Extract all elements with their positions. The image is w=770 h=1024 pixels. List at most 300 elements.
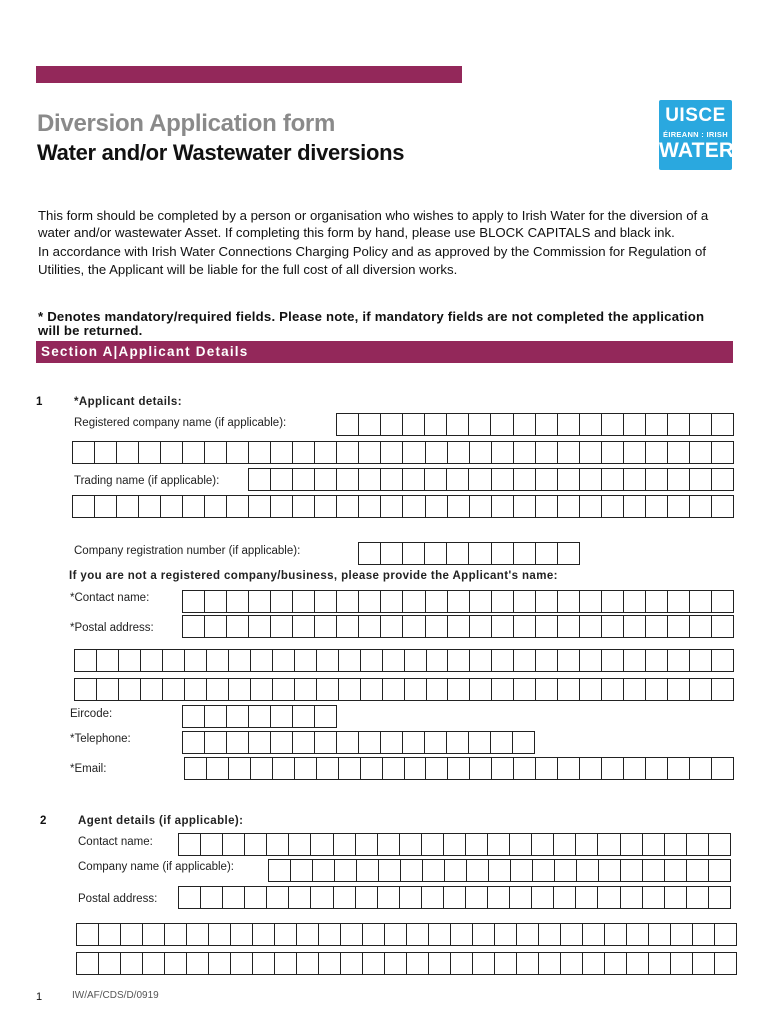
character-cell[interactable] [425, 469, 447, 490]
character-cell[interactable] [514, 543, 536, 564]
character-cell[interactable] [447, 469, 469, 490]
character-cell[interactable] [539, 924, 561, 945]
character-cell[interactable] [491, 732, 513, 753]
character-cell[interactable] [536, 758, 558, 779]
character-cell[interactable] [514, 591, 536, 612]
character-cell[interactable] [223, 887, 245, 908]
character-cell[interactable] [558, 650, 580, 671]
character-cell[interactable] [267, 834, 289, 855]
character-cell[interactable] [179, 887, 201, 908]
character-cell[interactable] [407, 924, 429, 945]
character-cell[interactable] [470, 496, 492, 517]
character-cell[interactable] [712, 616, 733, 637]
character-cell[interactable] [536, 414, 558, 435]
character-cell[interactable] [558, 442, 580, 463]
character-cell[interactable] [422, 834, 444, 855]
character-cell[interactable] [359, 591, 381, 612]
character-cell[interactable] [337, 496, 359, 517]
character-cell[interactable] [602, 679, 624, 700]
character-cell[interactable] [621, 887, 643, 908]
character-cell[interactable] [577, 860, 599, 881]
character-cell[interactable] [488, 834, 510, 855]
character-cell[interactable] [383, 650, 405, 671]
character-cell[interactable] [359, 496, 381, 517]
character-cell[interactable] [536, 679, 558, 700]
character-cell[interactable] [517, 953, 539, 974]
character-cell[interactable] [337, 732, 359, 753]
character-cell[interactable] [293, 469, 315, 490]
character-cell[interactable] [514, 616, 536, 637]
character-cell[interactable] [249, 442, 271, 463]
character-cell[interactable] [75, 650, 97, 671]
character-cell[interactable] [466, 887, 488, 908]
character-cell[interactable] [532, 887, 554, 908]
character-cell[interactable] [275, 953, 297, 974]
character-cell[interactable] [488, 887, 510, 908]
character-cell[interactable] [227, 732, 249, 753]
character-cell[interactable] [73, 496, 95, 517]
character-cell[interactable] [599, 860, 621, 881]
character-cell[interactable] [492, 591, 514, 612]
character-cell[interactable] [273, 679, 295, 700]
character-cell[interactable] [448, 496, 470, 517]
character-cell[interactable] [311, 834, 333, 855]
character-cell[interactable] [183, 616, 205, 637]
character-cell[interactable] [491, 414, 513, 435]
character-cell[interactable] [687, 887, 709, 908]
character-cell[interactable] [163, 650, 185, 671]
character-cell[interactable] [275, 924, 297, 945]
character-cell[interactable] [227, 591, 249, 612]
character-cell[interactable] [511, 860, 533, 881]
character-cell[interactable] [403, 442, 425, 463]
character-cell[interactable] [231, 953, 253, 974]
character-cell[interactable] [317, 650, 339, 671]
character-cell[interactable] [580, 616, 602, 637]
character-cell[interactable] [337, 591, 359, 612]
character-cell[interactable] [201, 887, 223, 908]
character-cell[interactable] [514, 650, 536, 671]
character-cell[interactable] [315, 706, 336, 727]
character-cell[interactable] [558, 591, 580, 612]
character-cell[interactable] [492, 758, 514, 779]
character-cell[interactable] [251, 679, 273, 700]
character-cell[interactable] [205, 591, 227, 612]
character-cell[interactable] [447, 732, 469, 753]
character-cell[interactable] [245, 834, 267, 855]
character-cell[interactable] [558, 469, 580, 490]
character-cell[interactable] [317, 679, 339, 700]
character-cell[interactable] [561, 953, 583, 974]
character-cell[interactable] [492, 496, 514, 517]
character-cell[interactable] [665, 834, 687, 855]
character-cell[interactable] [315, 469, 337, 490]
character-cell[interactable] [690, 758, 712, 779]
character-cell[interactable] [448, 591, 470, 612]
character-cell[interactable] [253, 924, 275, 945]
character-cell[interactable] [359, 414, 381, 435]
character-cell[interactable] [383, 758, 405, 779]
character-cell[interactable] [245, 887, 267, 908]
character-cell[interactable] [536, 650, 558, 671]
character-cell[interactable] [473, 953, 495, 974]
character-cell[interactable] [183, 706, 205, 727]
character-cell[interactable] [510, 887, 532, 908]
agent-postal-field-line-3[interactable] [76, 952, 737, 975]
character-cell[interactable] [381, 496, 403, 517]
character-cell[interactable] [602, 469, 624, 490]
character-cell[interactable] [121, 953, 143, 974]
character-cell[interactable] [205, 616, 227, 637]
character-cell[interactable] [165, 924, 187, 945]
character-cell[interactable] [207, 758, 229, 779]
character-cell[interactable] [313, 860, 335, 881]
character-cell[interactable] [646, 442, 668, 463]
registered-name-field-line-2[interactable] [72, 441, 734, 464]
character-cell[interactable] [469, 732, 491, 753]
character-cell[interactable] [513, 732, 534, 753]
character-cell[interactable] [624, 591, 646, 612]
character-cell[interactable] [602, 414, 624, 435]
character-cell[interactable] [598, 887, 620, 908]
character-cell[interactable] [643, 834, 665, 855]
character-cell[interactable] [646, 591, 668, 612]
character-cell[interactable] [576, 887, 598, 908]
character-cell[interactable] [470, 616, 492, 637]
character-cell[interactable] [271, 469, 293, 490]
character-cell[interactable] [489, 860, 511, 881]
character-cell[interactable] [293, 706, 315, 727]
character-cell[interactable] [227, 496, 249, 517]
character-cell[interactable] [185, 758, 207, 779]
character-cell[interactable] [229, 679, 251, 700]
character-cell[interactable] [470, 758, 492, 779]
character-cell[interactable] [319, 953, 341, 974]
character-cell[interactable] [445, 860, 467, 881]
character-cell[interactable] [712, 469, 733, 490]
character-cell[interactable] [605, 924, 627, 945]
character-cell[interactable] [426, 591, 448, 612]
character-cell[interactable] [514, 758, 536, 779]
character-cell[interactable] [649, 924, 671, 945]
character-cell[interactable] [403, 543, 425, 564]
character-cell[interactable] [249, 732, 271, 753]
character-cell[interactable] [425, 732, 447, 753]
character-cell[interactable] [422, 887, 444, 908]
character-cell[interactable] [400, 887, 422, 908]
character-cell[interactable] [315, 732, 337, 753]
character-cell[interactable] [139, 496, 161, 517]
character-cell[interactable] [558, 616, 580, 637]
character-cell[interactable] [451, 924, 473, 945]
character-cell[interactable] [558, 543, 579, 564]
character-cell[interactable] [427, 679, 449, 700]
character-cell[interactable] [580, 442, 602, 463]
character-cell[interactable] [381, 543, 403, 564]
character-cell[interactable] [97, 650, 119, 671]
character-cell[interactable] [712, 496, 733, 517]
character-cell[interactable] [444, 887, 466, 908]
character-cell[interactable] [273, 650, 295, 671]
character-cell[interactable] [649, 953, 671, 974]
character-cell[interactable] [536, 496, 558, 517]
character-cell[interactable] [337, 616, 359, 637]
character-cell[interactable] [517, 924, 539, 945]
character-cell[interactable] [646, 414, 668, 435]
character-cell[interactable] [405, 650, 427, 671]
character-cell[interactable] [378, 887, 400, 908]
character-cell[interactable] [470, 591, 492, 612]
character-cell[interactable] [95, 496, 117, 517]
character-cell[interactable] [407, 953, 429, 974]
character-cell[interactable] [423, 860, 445, 881]
character-cell[interactable] [185, 679, 207, 700]
character-cell[interactable] [580, 469, 602, 490]
character-cell[interactable] [249, 591, 271, 612]
character-cell[interactable] [271, 442, 293, 463]
character-cell[interactable] [532, 834, 554, 855]
character-cell[interactable] [141, 679, 163, 700]
character-cell[interactable] [97, 679, 119, 700]
character-cell[interactable] [359, 442, 381, 463]
character-cell[interactable] [426, 758, 448, 779]
character-cell[interactable] [356, 834, 378, 855]
character-cell[interactable] [99, 953, 121, 974]
character-cell[interactable] [75, 679, 97, 700]
character-cell[interactable] [251, 650, 273, 671]
character-cell[interactable] [624, 758, 646, 779]
character-cell[interactable] [205, 496, 227, 517]
character-cell[interactable] [337, 469, 359, 490]
character-cell[interactable] [337, 414, 359, 435]
character-cell[interactable] [163, 679, 185, 700]
character-cell[interactable] [183, 732, 205, 753]
agent-postal-field[interactable] [178, 886, 731, 909]
character-cell[interactable] [536, 442, 558, 463]
character-cell[interactable] [426, 442, 448, 463]
character-cell[interactable] [643, 860, 665, 881]
character-cell[interactable] [558, 496, 580, 517]
character-cell[interactable] [77, 924, 99, 945]
character-cell[interactable] [289, 887, 311, 908]
character-cell[interactable] [580, 591, 602, 612]
character-cell[interactable] [671, 924, 693, 945]
character-cell[interactable] [558, 414, 580, 435]
character-cell[interactable] [687, 834, 709, 855]
character-cell[interactable] [381, 442, 403, 463]
character-cell[interactable] [361, 650, 383, 671]
character-cell[interactable] [361, 679, 383, 700]
postal-address-field-line-2[interactable] [74, 649, 734, 672]
character-cell[interactable] [185, 650, 207, 671]
character-cell[interactable] [341, 924, 363, 945]
character-cell[interactable] [646, 496, 668, 517]
eircode-field[interactable] [182, 705, 337, 728]
character-cell[interactable] [403, 616, 425, 637]
character-cell[interactable] [385, 924, 407, 945]
character-cell[interactable] [359, 732, 381, 753]
character-cell[interactable] [554, 834, 576, 855]
character-cell[interactable] [187, 924, 209, 945]
character-cell[interactable] [356, 887, 378, 908]
character-cell[interactable] [117, 442, 139, 463]
character-cell[interactable] [492, 469, 514, 490]
character-cell[interactable] [295, 679, 317, 700]
character-cell[interactable] [293, 591, 315, 612]
character-cell[interactable] [555, 860, 577, 881]
email-field[interactable] [184, 757, 734, 780]
character-cell[interactable] [448, 616, 470, 637]
character-cell[interactable] [231, 924, 253, 945]
character-cell[interactable] [427, 650, 449, 671]
character-cell[interactable] [209, 924, 231, 945]
registered-name-field[interactable] [336, 413, 734, 436]
character-cell[interactable] [271, 496, 293, 517]
character-cell[interactable] [580, 496, 602, 517]
character-cell[interactable] [271, 616, 293, 637]
character-cell[interactable] [73, 442, 95, 463]
character-cell[interactable] [425, 543, 447, 564]
character-cell[interactable] [447, 414, 469, 435]
character-cell[interactable] [690, 442, 712, 463]
character-cell[interactable] [253, 953, 275, 974]
character-cell[interactable] [469, 469, 491, 490]
character-cell[interactable] [121, 924, 143, 945]
character-cell[interactable] [469, 414, 491, 435]
character-cell[interactable] [627, 953, 649, 974]
character-cell[interactable] [536, 469, 558, 490]
agent-contact-field[interactable] [178, 833, 731, 856]
character-cell[interactable] [690, 616, 712, 637]
character-cell[interactable] [533, 860, 555, 881]
character-cell[interactable] [249, 469, 271, 490]
character-cell[interactable] [429, 924, 451, 945]
character-cell[interactable] [715, 924, 736, 945]
character-cell[interactable] [405, 679, 427, 700]
character-cell[interactable] [401, 860, 423, 881]
character-cell[interactable] [227, 442, 249, 463]
character-cell[interactable] [205, 732, 227, 753]
character-cell[interactable] [385, 953, 407, 974]
character-cell[interactable] [403, 732, 425, 753]
character-cell[interactable] [339, 758, 361, 779]
character-cell[interactable] [690, 469, 712, 490]
postal-address-field-line-3[interactable] [74, 678, 734, 701]
character-cell[interactable] [291, 860, 313, 881]
character-cell[interactable] [495, 924, 517, 945]
character-cell[interactable] [580, 758, 602, 779]
character-cell[interactable] [381, 616, 403, 637]
character-cell[interactable] [668, 679, 690, 700]
character-cell[interactable] [381, 414, 403, 435]
character-cell[interactable] [187, 953, 209, 974]
character-cell[interactable] [668, 442, 690, 463]
character-cell[interactable] [624, 496, 646, 517]
character-cell[interactable] [271, 732, 293, 753]
character-cell[interactable] [400, 834, 422, 855]
agent-postal-field-line-2[interactable] [76, 923, 737, 946]
character-cell[interactable] [624, 679, 646, 700]
character-cell[interactable] [359, 543, 381, 564]
character-cell[interactable] [627, 924, 649, 945]
character-cell[interactable] [143, 924, 165, 945]
character-cell[interactable] [361, 758, 383, 779]
character-cell[interactable] [341, 953, 363, 974]
character-cell[interactable] [448, 758, 470, 779]
character-cell[interactable] [339, 679, 361, 700]
character-cell[interactable] [297, 953, 319, 974]
character-cell[interactable] [161, 496, 183, 517]
character-cell[interactable] [466, 834, 488, 855]
character-cell[interactable] [161, 442, 183, 463]
character-cell[interactable] [293, 732, 315, 753]
character-cell[interactable] [201, 834, 223, 855]
character-cell[interactable] [317, 758, 339, 779]
character-cell[interactable] [643, 887, 665, 908]
character-cell[interactable] [514, 679, 536, 700]
character-cell[interactable] [712, 442, 733, 463]
character-cell[interactable] [602, 758, 624, 779]
character-cell[interactable] [690, 414, 712, 435]
character-cell[interactable] [576, 834, 598, 855]
character-cell[interactable] [251, 758, 273, 779]
character-cell[interactable] [117, 496, 139, 517]
character-cell[interactable] [223, 834, 245, 855]
character-cell[interactable] [668, 496, 690, 517]
character-cell[interactable] [646, 616, 668, 637]
character-cell[interactable] [429, 953, 451, 974]
character-cell[interactable] [668, 650, 690, 671]
character-cell[interactable] [580, 414, 602, 435]
character-cell[interactable] [668, 469, 690, 490]
character-cell[interactable] [227, 706, 249, 727]
character-cell[interactable] [536, 616, 558, 637]
character-cell[interactable] [665, 860, 687, 881]
character-cell[interactable] [426, 496, 448, 517]
character-cell[interactable] [624, 414, 646, 435]
character-cell[interactable] [451, 953, 473, 974]
character-cell[interactable] [687, 860, 709, 881]
character-cell[interactable] [403, 591, 425, 612]
character-cell[interactable] [95, 442, 117, 463]
character-cell[interactable] [624, 442, 646, 463]
character-cell[interactable] [99, 924, 121, 945]
character-cell[interactable] [709, 887, 730, 908]
character-cell[interactable] [536, 591, 558, 612]
character-cell[interactable] [536, 543, 558, 564]
character-cell[interactable] [295, 650, 317, 671]
character-cell[interactable] [143, 953, 165, 974]
character-cell[interactable] [269, 860, 291, 881]
character-cell[interactable] [379, 860, 401, 881]
character-cell[interactable] [510, 834, 532, 855]
character-cell[interactable] [403, 414, 425, 435]
character-cell[interactable] [183, 442, 205, 463]
character-cell[interactable] [271, 706, 293, 727]
character-cell[interactable] [602, 650, 624, 671]
character-cell[interactable] [205, 706, 227, 727]
character-cell[interactable] [357, 860, 379, 881]
character-cell[interactable] [646, 650, 668, 671]
character-cell[interactable] [624, 616, 646, 637]
character-cell[interactable] [514, 414, 536, 435]
character-cell[interactable] [426, 616, 448, 637]
character-cell[interactable] [690, 496, 712, 517]
character-cell[interactable] [179, 834, 201, 855]
character-cell[interactable] [514, 469, 536, 490]
character-cell[interactable] [712, 414, 733, 435]
character-cell[interactable] [514, 496, 536, 517]
